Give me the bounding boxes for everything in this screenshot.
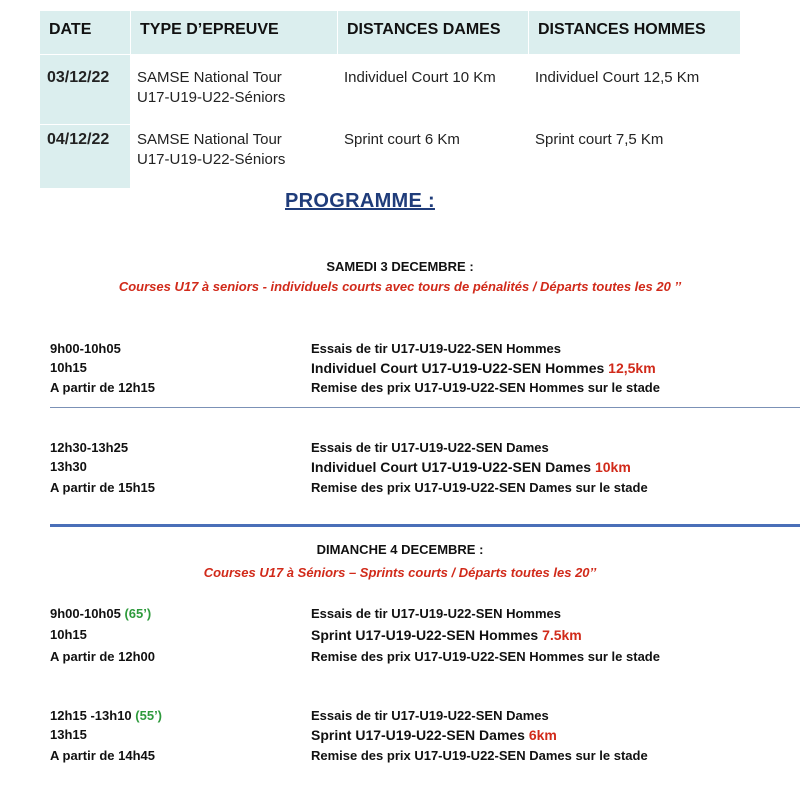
row-date: 04/12/22 bbox=[40, 125, 131, 189]
schedule-row bbox=[0, 748, 800, 768]
schedule-time: 13h30 bbox=[50, 459, 87, 474]
row-type bbox=[131, 125, 338, 189]
schedule-event bbox=[311, 360, 656, 376]
schedule-time-text: 9h00-10h05 bbox=[50, 606, 125, 621]
schedule-row bbox=[0, 627, 800, 647]
schedule-row bbox=[0, 708, 800, 728]
schedule-event-text: Sprint U17-U19-U22-SEN Hommes bbox=[311, 627, 543, 643]
schedule-time: A partir de 15h15 bbox=[50, 480, 156, 495]
schedule-row bbox=[0, 380, 800, 400]
separator-line bbox=[50, 407, 800, 408]
distance-highlight: 10km bbox=[594, 459, 631, 475]
schedule-event: Remise des prix U17-U19-U22-SEN Dames sur le stade bbox=[311, 748, 648, 763]
schedule-time bbox=[50, 708, 162, 723]
day2-subtitle: Courses U17 à Séniors – Sprints courts / Départs toutes les 20’’ bbox=[203, 565, 597, 580]
distance-highlight: 12,5km bbox=[608, 360, 656, 376]
day-separator bbox=[50, 524, 800, 527]
schedule-row bbox=[0, 727, 800, 747]
schedule-time: 13h15 bbox=[50, 727, 87, 742]
schedule-event: Essais de tir U17-U19-U22-SEN Dames bbox=[311, 708, 549, 723]
programme-title: PROGRAMME : bbox=[285, 190, 435, 212]
schedule-time: 9h00-10h05 bbox=[50, 341, 121, 356]
schedule-event: Essais de tir U17-U19-U22-SEN Hommes bbox=[311, 341, 561, 356]
row-dames: Sprint court 6 Km bbox=[338, 125, 529, 189]
schedule-event bbox=[311, 727, 557, 743]
header-type: TYPE D’EPREUVE bbox=[131, 11, 338, 55]
schedule-row bbox=[0, 440, 800, 460]
schedule-time bbox=[50, 606, 151, 621]
row-type-line1: SAMSE National Tour bbox=[137, 131, 282, 148]
header-hommes: DISTANCES HOMMES bbox=[529, 11, 741, 55]
schedule-time: A partir de 14h45 bbox=[50, 748, 156, 763]
schedule-event: Remise des prix U17-U19-U22-SEN Hommes sur le stade bbox=[311, 649, 660, 664]
header-date: DATE bbox=[40, 11, 131, 55]
schedule-event bbox=[311, 627, 582, 643]
schedule-row bbox=[0, 649, 800, 669]
row-dames: Individuel Court 10 Km bbox=[338, 55, 529, 125]
schedule-event-text: Individuel Court U17-U19-U22-SEN Dames bbox=[311, 459, 595, 475]
schedule-row bbox=[0, 480, 800, 500]
row-type-line2: U17-U19-U22-Séniors bbox=[137, 89, 286, 106]
distance-highlight: 7.5km bbox=[542, 627, 582, 643]
schedule-event bbox=[311, 459, 631, 475]
schedule-time: 12h30-13h25 bbox=[50, 440, 129, 455]
schedule-event-text: Individuel Court U17-U19-U22-SEN Hommes bbox=[311, 360, 609, 376]
header-dames: DISTANCES DAMES bbox=[338, 11, 529, 55]
day1-subtitle: Courses U17 à seniors - individuels courts avec tours de pénalités / Départs toutes les 20 ’’ bbox=[118, 279, 682, 294]
row-type-line1: SAMSE National Tour bbox=[137, 69, 282, 86]
schedule-time: 10h15 bbox=[50, 627, 87, 642]
schedule-event: Remise des prix U17-U19-U22-SEN Dames sur le stade bbox=[311, 480, 648, 495]
row-hommes: Individuel Court 12,5 Km bbox=[529, 55, 741, 125]
row-date: 03/12/22 bbox=[40, 55, 131, 125]
schedule-event: Essais de tir U17-U19-U22-SEN Hommes bbox=[311, 606, 561, 621]
schedule-row bbox=[0, 341, 800, 361]
schedule-event-text: Sprint U17-U19-U22-SEN Dames bbox=[311, 727, 529, 743]
schedule-time: A partir de 12h00 bbox=[50, 649, 156, 664]
schedule-time: 10h15 bbox=[50, 360, 87, 375]
schedule-time-text: 12h15 -13h10 bbox=[50, 708, 136, 723]
schedule-event: Essais de tir U17-U19-U22-SEN Dames bbox=[311, 440, 549, 455]
schedule-row bbox=[0, 360, 800, 380]
schedule-event: Remise des prix U17-U19-U22-SEN Hommes sur le stade bbox=[311, 380, 660, 395]
distance-highlight: 6km bbox=[528, 727, 557, 743]
schedule-time: A partir de 12h15 bbox=[50, 380, 156, 395]
day1-title: SAMEDI 3 DECEMBRE : bbox=[326, 259, 474, 274]
day2-title: DIMANCHE 4 DECEMBRE : bbox=[316, 542, 484, 557]
table-row bbox=[40, 55, 741, 125]
duration-label: (55’) bbox=[135, 708, 163, 723]
row-type-line2: U17-U19-U22-Séniors bbox=[137, 151, 286, 168]
row-hommes: Sprint court 7,5 Km bbox=[529, 125, 741, 189]
row-type bbox=[131, 55, 338, 125]
schedule-row bbox=[0, 606, 800, 626]
table-row bbox=[40, 125, 741, 189]
schedule-row bbox=[0, 459, 800, 479]
table-header-row bbox=[40, 11, 741, 55]
duration-label: (65’) bbox=[124, 606, 152, 621]
events-table bbox=[39, 10, 741, 189]
